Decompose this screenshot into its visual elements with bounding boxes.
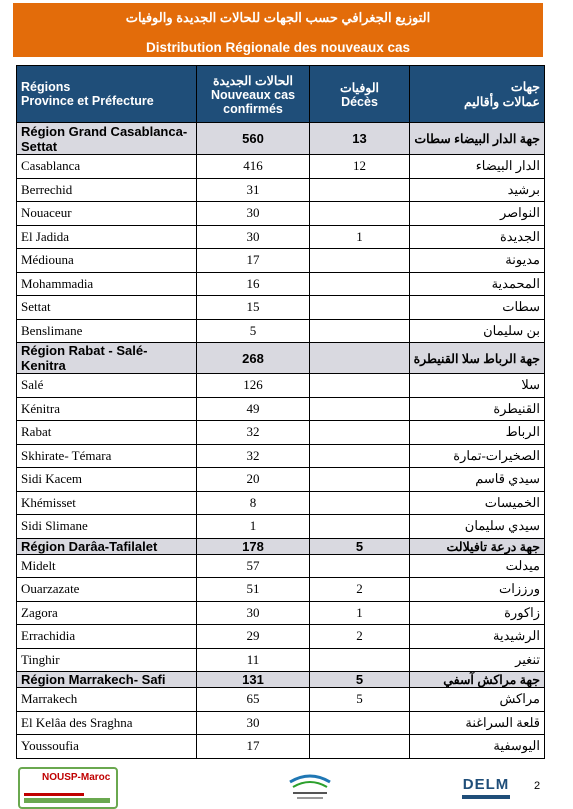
- table-row: [17, 491, 545, 515]
- table-row: [17, 735, 545, 759]
- row-name-ar-cell: الجديدة: [410, 225, 545, 249]
- row-name-cell: Nouaceur: [17, 202, 197, 226]
- row-cases-cell: 30: [197, 711, 310, 735]
- header-cases: [197, 66, 310, 123]
- row-name-cell: Casablanca: [17, 155, 197, 179]
- row-name-cell: Berrechid: [17, 178, 197, 202]
- row-deaths-cell: [310, 202, 410, 226]
- row-name-ar-cell: الدار البيضاء: [410, 155, 545, 179]
- row-deaths-cell: 5: [310, 672, 410, 688]
- row-name-cell: Région Rabat - Salé-Kenitra: [17, 343, 197, 374]
- row-deaths-cell: [310, 296, 410, 320]
- row-deaths-cell: [310, 554, 410, 578]
- row-name-ar-cell: برشيد: [410, 178, 545, 202]
- table-row: [17, 202, 545, 226]
- row-name-ar-cell: الصخيرات-تمارة: [410, 444, 545, 468]
- title-arabic: التوزيع الجغرافي حسب الجهات للحالات الجديدة والوفيات: [125, 10, 431, 25]
- header-cases-fr2: confirmés: [223, 101, 283, 116]
- table-body: [17, 123, 545, 759]
- page-footer: [0, 760, 573, 809]
- table-row: [17, 397, 545, 421]
- row-cases-cell: 65: [197, 688, 310, 712]
- row-deaths-cell: [310, 515, 410, 539]
- row-name-ar-cell: سيدي قاسم: [410, 468, 545, 492]
- row-cases-cell: 131: [197, 672, 310, 688]
- row-name-cell: Zagora: [17, 601, 197, 625]
- row-cases-cell: 11: [197, 648, 310, 672]
- nousp-logo-text: NOUSP-Maroc: [42, 772, 111, 783]
- row-name-ar-cell: جهة مراكش آسفي: [410, 672, 545, 688]
- row-cases-cell: 51: [197, 578, 310, 602]
- table-row: [17, 249, 545, 273]
- table-row: [17, 711, 545, 735]
- region-row: [17, 123, 545, 155]
- row-cases-cell: 8: [197, 491, 310, 515]
- row-cases-cell: 30: [197, 225, 310, 249]
- table-row: [17, 468, 545, 492]
- header-deaths-ar: الوفيات: [339, 80, 380, 95]
- row-deaths-cell: [310, 319, 410, 343]
- table-row: [17, 648, 545, 672]
- row-deaths-cell: [310, 735, 410, 759]
- row-name-cell: Salé: [17, 374, 197, 398]
- row-deaths-cell: [310, 249, 410, 273]
- row-name-cell: Rabat: [17, 421, 197, 445]
- row-name-ar-cell: سطات: [410, 296, 545, 320]
- row-name-cell: Settat: [17, 296, 197, 320]
- row-name-cell: Sidi Kacem: [17, 468, 197, 492]
- row-deaths-cell: 1: [310, 601, 410, 625]
- row-name-cell: Mohammadia: [17, 272, 197, 296]
- row-name-cell: El Jadida: [17, 225, 197, 249]
- table-row: [17, 374, 545, 398]
- nousp-logo-stripe-red: [24, 793, 84, 796]
- row-cases-cell: 30: [197, 202, 310, 226]
- row-cases-cell: 416: [197, 155, 310, 179]
- row-name-ar-cell: مديونة: [410, 249, 545, 273]
- row-cases-cell: 20: [197, 468, 310, 492]
- header-regions-ar-line1: جهات: [510, 80, 540, 94]
- row-name-cell: Marrakech: [17, 688, 197, 712]
- row-deaths-cell: 5: [310, 538, 410, 554]
- header-regions-ar-line2: عمالات وأقاليم: [463, 95, 540, 109]
- row-name-cell: Région Grand Casablanca-Settat: [17, 123, 197, 155]
- row-name-ar-cell: اليوسفية: [410, 735, 545, 759]
- header-regions-ar: [410, 66, 545, 123]
- row-name-ar-cell: ورززات: [410, 578, 545, 602]
- table-row: [17, 578, 545, 602]
- ministry-logo-icon: [285, 768, 335, 804]
- row-deaths-cell: 13: [310, 123, 410, 155]
- row-cases-cell: 1: [197, 515, 310, 539]
- row-name-cell: Sidi Slimane: [17, 515, 197, 539]
- row-cases-cell: 15: [197, 296, 310, 320]
- delm-logo: [456, 764, 516, 806]
- row-deaths-cell: [310, 421, 410, 445]
- row-name-cell: Skhirate- Témara: [17, 444, 197, 468]
- row-cases-cell: 560: [197, 123, 310, 155]
- row-name-ar-cell: سيدي سليمان: [410, 515, 545, 539]
- row-name-ar-cell: جهة الدار البيضاء سطات: [410, 123, 545, 155]
- row-deaths-cell: [310, 444, 410, 468]
- table-row: [17, 319, 545, 343]
- row-name-cell: Kénitra: [17, 397, 197, 421]
- region-row: [17, 672, 545, 688]
- row-name-cell: Benslimane: [17, 319, 197, 343]
- table-row: [17, 625, 545, 649]
- row-name-cell: Médiouna: [17, 249, 197, 273]
- row-deaths-cell: 2: [310, 578, 410, 602]
- title-french: Distribution Régionale des nouveaux cas: [145, 40, 411, 55]
- row-deaths-cell: [310, 648, 410, 672]
- table-header-row: [17, 66, 545, 123]
- row-name-ar-cell: سلا: [410, 374, 545, 398]
- row-name-cell: Région Darâa-Tafilalet: [17, 538, 197, 554]
- delm-logo-underline: [462, 795, 510, 799]
- row-cases-cell: 31: [197, 178, 310, 202]
- row-name-ar-cell: النواصر: [410, 202, 545, 226]
- row-name-ar-cell: ميدلت: [410, 554, 545, 578]
- row-name-cell: Tinghir: [17, 648, 197, 672]
- table-row: [17, 178, 545, 202]
- row-cases-cell: 30: [197, 601, 310, 625]
- row-deaths-cell: [310, 397, 410, 421]
- page-number: 2: [534, 780, 541, 792]
- region-row: [17, 538, 545, 554]
- header-deaths-fr: Décès: [341, 94, 378, 109]
- row-cases-cell: 29: [197, 625, 310, 649]
- row-deaths-cell: 5: [310, 688, 410, 712]
- row-deaths-cell: [310, 374, 410, 398]
- delm-logo-text: DELM: [462, 776, 510, 793]
- table-row: [17, 444, 545, 468]
- nousp-logo-stripe-green: [24, 798, 110, 803]
- table-row: [17, 554, 545, 578]
- row-deaths-cell: [310, 178, 410, 202]
- table-row: [17, 272, 545, 296]
- table-row: [17, 296, 545, 320]
- row-deaths-cell: [310, 343, 410, 374]
- header-cases-fr1: Nouveaux cas: [210, 87, 296, 102]
- table-row: [17, 688, 545, 712]
- row-cases-cell: 32: [197, 444, 310, 468]
- row-name-ar-cell: المحمدية: [410, 272, 545, 296]
- row-cases-cell: 17: [197, 249, 310, 273]
- row-name-cell: Youssoufia: [17, 735, 197, 759]
- row-cases-cell: 49: [197, 397, 310, 421]
- row-name-cell: El Kelâa des Sraghna: [17, 711, 197, 735]
- row-name-ar-cell: جهة درعة تافيلالت: [410, 538, 545, 554]
- header-regions-line2: Province et Préfecture: [21, 94, 154, 108]
- row-name-ar-cell: قلعة السراغنة: [410, 711, 545, 735]
- row-name-ar-cell: الرباط: [410, 421, 545, 445]
- regional-distribution-table: [16, 65, 545, 759]
- row-cases-cell: 5: [197, 319, 310, 343]
- title-banner: [13, 3, 543, 57]
- row-deaths-cell: [310, 468, 410, 492]
- table-row: [17, 421, 545, 445]
- row-deaths-cell: 12: [310, 155, 410, 179]
- row-name-ar-cell: تنغير: [410, 648, 545, 672]
- row-cases-cell: 126: [197, 374, 310, 398]
- table-row: [17, 601, 545, 625]
- row-name-ar-cell: بن سليمان: [410, 319, 545, 343]
- row-cases-cell: 268: [197, 343, 310, 374]
- row-name-cell: Région Marrakech- Safi: [17, 672, 197, 688]
- row-name-ar-cell: جهة الرباط سلا القنيطرة: [410, 343, 545, 374]
- region-row: [17, 343, 545, 374]
- row-deaths-cell: 1: [310, 225, 410, 249]
- row-name-cell: Errachidia: [17, 625, 197, 649]
- row-name-cell: Khémisset: [17, 491, 197, 515]
- row-name-ar-cell: الرشيدية: [410, 625, 545, 649]
- header-deaths: [310, 66, 410, 123]
- header-regions-line1: Régions: [21, 80, 71, 94]
- row-cases-cell: 16: [197, 272, 310, 296]
- row-name-ar-cell: الخميسات: [410, 491, 545, 515]
- row-name-cell: Midelt: [17, 554, 197, 578]
- row-name-cell: Ouarzazate: [17, 578, 197, 602]
- row-deaths-cell: [310, 711, 410, 735]
- table-row: [17, 155, 545, 179]
- row-deaths-cell: [310, 272, 410, 296]
- row-name-ar-cell: مراكش: [410, 688, 545, 712]
- header-regions: [17, 66, 197, 123]
- nousp-logo: [18, 767, 118, 809]
- table-row: [17, 515, 545, 539]
- row-deaths-cell: 2: [310, 625, 410, 649]
- table-row: [17, 225, 545, 249]
- row-cases-cell: 17: [197, 735, 310, 759]
- row-cases-cell: 57: [197, 554, 310, 578]
- row-cases-cell: 178: [197, 538, 310, 554]
- header-cases-ar: الحالات الجديدة: [212, 73, 294, 88]
- row-name-ar-cell: زاكورة: [410, 601, 545, 625]
- row-deaths-cell: [310, 491, 410, 515]
- row-cases-cell: 32: [197, 421, 310, 445]
- row-name-ar-cell: القنيطرة: [410, 397, 545, 421]
